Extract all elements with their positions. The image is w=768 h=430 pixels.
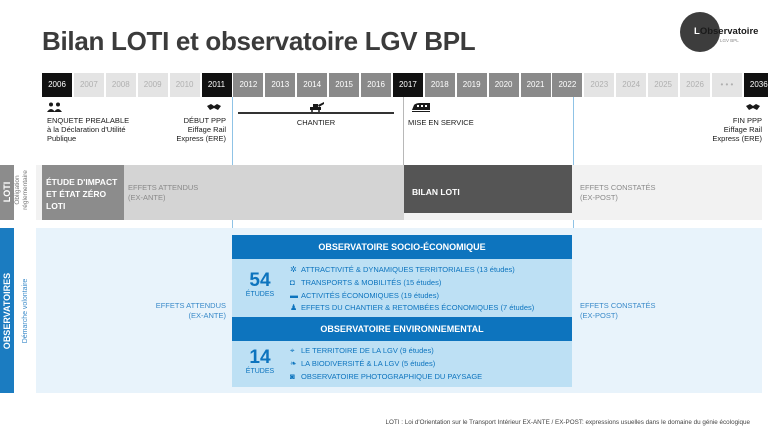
year-cell: 2026 — [680, 73, 710, 97]
loti-band-label: LOTI — [2, 181, 12, 203]
year-cell: 2020 — [489, 73, 519, 97]
socio-item-attractivite: ✲ ATTRACTIVITÉ & DYNAMIQUES TERRITORIALES (13 études) — [290, 265, 515, 274]
year-cell: • • • — [712, 73, 742, 97]
year-cell: 2015 — [329, 73, 359, 97]
observatoires-band-label: OBSERVATOIRES — [2, 272, 12, 350]
observatoire-logo — [680, 12, 759, 52]
year-cell: 2019 — [457, 73, 487, 97]
people-icon — [47, 102, 63, 115]
milestone-mise-en-service: MISE EN SERVICE — [408, 118, 474, 127]
milestone-enquete: ENQUETE PREALABLE à la Déclaration d'Utilité Publique — [47, 116, 130, 143]
loti-band — [0, 165, 14, 220]
year-cell: 2008 — [106, 73, 136, 97]
env-count-label: ÉTUDES — [245, 368, 275, 375]
year-cell: 2018 — [425, 73, 455, 97]
handshake-icon — [207, 102, 221, 115]
year-cell: 2022 — [552, 73, 582, 97]
socio-item-chantier: ♟ EFFETS DU CHANTIER & RETOMBÉES ÉCONOMIQUES (7 études) — [290, 303, 535, 312]
year-cell: 2016 — [361, 73, 391, 97]
loti-band-sub1: Obligation — [14, 175, 21, 205]
env-item-territoire: ⌖ LE TERRITOIRE DE LA LGV (9 études) — [290, 346, 434, 355]
year-cell: 2025 — [648, 73, 678, 97]
env-item-biodiversite: ❧ LA BIODIVERSITÉ & LA LGV (5 études) — [290, 359, 436, 368]
year-cell: 2036 — [744, 73, 768, 97]
logo-text: LObservatoire — [694, 26, 759, 37]
milestone-chantier: CHANTIER — [296, 118, 336, 127]
train-icon: ◘ — [290, 278, 295, 287]
milestone-debut-ppp: DÉBUT PPP Eiffage Rail Express (ERE) — [176, 116, 226, 143]
env-item-photographique: ◙ OBSERVATOIRE PHOTOGRAPHIQUE DU PAYSAGE — [290, 372, 483, 381]
loti-observed-text: EFFETS CONSTATÉS (EX-POST) — [580, 183, 656, 202]
year-cell: 2009 — [138, 73, 168, 97]
environmental-header: OBSERVATOIRE ENVIRONNEMENTAL — [232, 317, 572, 341]
year-cell: 2010 — [170, 73, 200, 97]
loti-band-sub2: réglementaire — [22, 170, 29, 210]
loti-etude-impact: ÉTUDE D'IMPACT ET ÉTAT ZÉRO LOTI — [42, 165, 124, 220]
socio-economic-header: OBSERVATOIRE SOCIO-ÉCONOMIQUE — [232, 235, 572, 259]
chantier-bar — [238, 112, 394, 114]
obs-observed-text: EFFETS CONSTATÉS (EX-POST) — [580, 301, 656, 320]
year-cell: 2013 — [265, 73, 295, 97]
socio-item-activites: ▬ ACTIVITÉS ÉCONOMIQUES (19 études) — [290, 291, 439, 300]
observatoires-band — [0, 228, 14, 393]
handshake-icon — [746, 102, 760, 115]
obs-expected-text: EFFETS ATTENDUS (EX-ANTE) — [155, 301, 226, 320]
worker-icon: ♟ — [290, 303, 298, 312]
env-count: 14 — [249, 347, 271, 368]
bilan-loti-block: BILAN LOTI — [404, 165, 572, 213]
year-cell: 2012 — [233, 73, 263, 97]
year-cell: 2011 — [202, 73, 232, 97]
year-cell: 2017 — [393, 73, 423, 97]
attractivity-icon: ✲ — [290, 265, 297, 274]
year-cell: 2007 — [74, 73, 104, 97]
loti-expected-text: EFFETS ATTENDUS (EX-ANTE) — [128, 183, 199, 202]
year-cell: 2024 — [616, 73, 646, 97]
briefcase-icon: ▬ — [290, 291, 298, 300]
year-cell: 2021 — [521, 73, 551, 97]
logo-subtitle: LGV BPL — [720, 38, 739, 43]
location-pin-icon: ⌖ — [290, 346, 295, 355]
camera-icon: ◙ — [290, 372, 295, 381]
socio-item-transports: ◘ TRANSPORTS & MOBILITÉS (15 études) — [290, 278, 442, 287]
year-cell: 2023 — [584, 73, 614, 97]
year-cell: 2014 — [297, 73, 327, 97]
socio-count-label: ÉTUDES — [245, 291, 275, 298]
socio-count: 54 — [249, 270, 271, 291]
milestone-fin-ppp: FIN PPP Eiffage Rail Express (ERE) — [712, 116, 762, 143]
page-title: Bilan LOTI et observatoire LGV BPL — [42, 26, 476, 56]
footer-note: LOTI : Loi d'Orientation sur le Transport Intérieur EX-ANTE / EX-POST: expressions usuelles dans le domaine du génie écologique — [385, 419, 750, 426]
observatoires-band-sub: Démarche volontaire — [22, 278, 29, 344]
train-icon — [412, 103, 430, 115]
year-cell: 2006 — [42, 73, 72, 97]
leaf-icon: ❧ — [290, 359, 297, 368]
